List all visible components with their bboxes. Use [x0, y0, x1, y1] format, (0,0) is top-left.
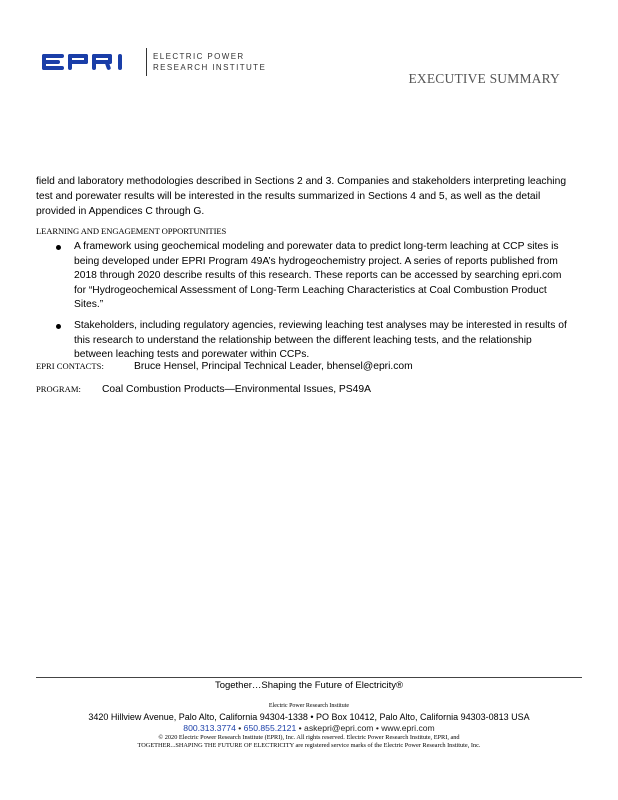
bullet-icon — [56, 245, 61, 250]
bullet-item — [56, 319, 567, 363]
footer-contact-line: 800.313.3774 • 650.855.2121 • askepri@epri.com • www.epri.com — [183, 723, 435, 733]
program-row — [36, 384, 371, 395]
bullet-text: A framework using geochemical modeling and porewater data to predict long-term leaching at CCP sites is being developed under EPRI Program 49A’s hydrogeochemistry project. A series of reports published from 2018 through 2020 describe results of this research. These reports can be accessed by searching epri.com for “Hydrogeochemical Assessment of Long-Term Leaching Characteristics at Coal Combustion Product Sites.” — [74, 241, 562, 311]
epri-logo — [40, 47, 266, 77]
bullet-item — [56, 240, 567, 313]
program-value: Coal Combustion Products—Environmental Issues, PS49A — [102, 384, 371, 395]
footer-address: 3420 Hillview Avenue, Palo Alto, California 94304-1338 • PO Box 10412, Palo Alto, California 94303-0813 USA — [88, 712, 530, 722]
footer-phone-1[interactable]: 800.313.3774 — [183, 723, 236, 733]
program-label: PROGRAM: — [36, 384, 81, 394]
bullet-icon — [56, 324, 61, 329]
footer-copyright: © 2020 Electric Power Research Institute (EPRI), Inc. All rights reserved. Electric Power Research Institute, EPRI, and — [158, 734, 460, 741]
contacts-value[interactable]: Bruce Hensel, Principal Technical Leader, bhensel@epri.com — [134, 361, 413, 372]
contacts-label: EPRI CONTACTS: — [36, 361, 104, 371]
contacts-row — [36, 361, 413, 372]
logo-divider — [146, 48, 147, 76]
epri-logo-mark — [40, 49, 140, 75]
bullet-text: Stakeholders, including regulatory agencies, reviewing leaching test analyses may be interested in results of this research to understand the relationship between the different leaching tests, and the relationship between leaching tests and porewater within CCPs. — [74, 319, 567, 361]
intro-paragraph: field and laboratory methodologies described in Sections 2 and 3. Companies and stakeholders interpreting leaching test and porewater results will be interested in the results summarized in Sections 4 and 5, as well as the detail provided in Appendices C through G. — [36, 176, 567, 217]
logo-text-line2: RESEARCH INSTITUTE — [153, 63, 267, 72]
footer-divider — [36, 677, 582, 678]
footer-email-web[interactable]: askepri@epri.com • www.epri.com — [304, 723, 435, 733]
learning-subheading: LEARNING AND ENGAGEMENT OPPORTUNITIES — [36, 226, 227, 236]
footer-tagline: Together…Shaping the Future of Electricity® — [214, 680, 404, 691]
section-title: EXECUTIVE SUMMARY — [408, 71, 560, 86]
bullet-list — [56, 240, 567, 369]
footer-org: Electric Power Research Institute — [268, 703, 350, 709]
logo-text-line1: ELECTRIC POWER — [153, 52, 245, 61]
footer-trademark: TOGETHER...SHAPING THE FUTURE OF ELECTRICITY are registered service marks of the Electric Power Research Institute, Inc. — [137, 742, 481, 749]
logo-text — [153, 51, 266, 73]
footer-phone-2[interactable]: 650.855.2121 — [243, 723, 297, 733]
